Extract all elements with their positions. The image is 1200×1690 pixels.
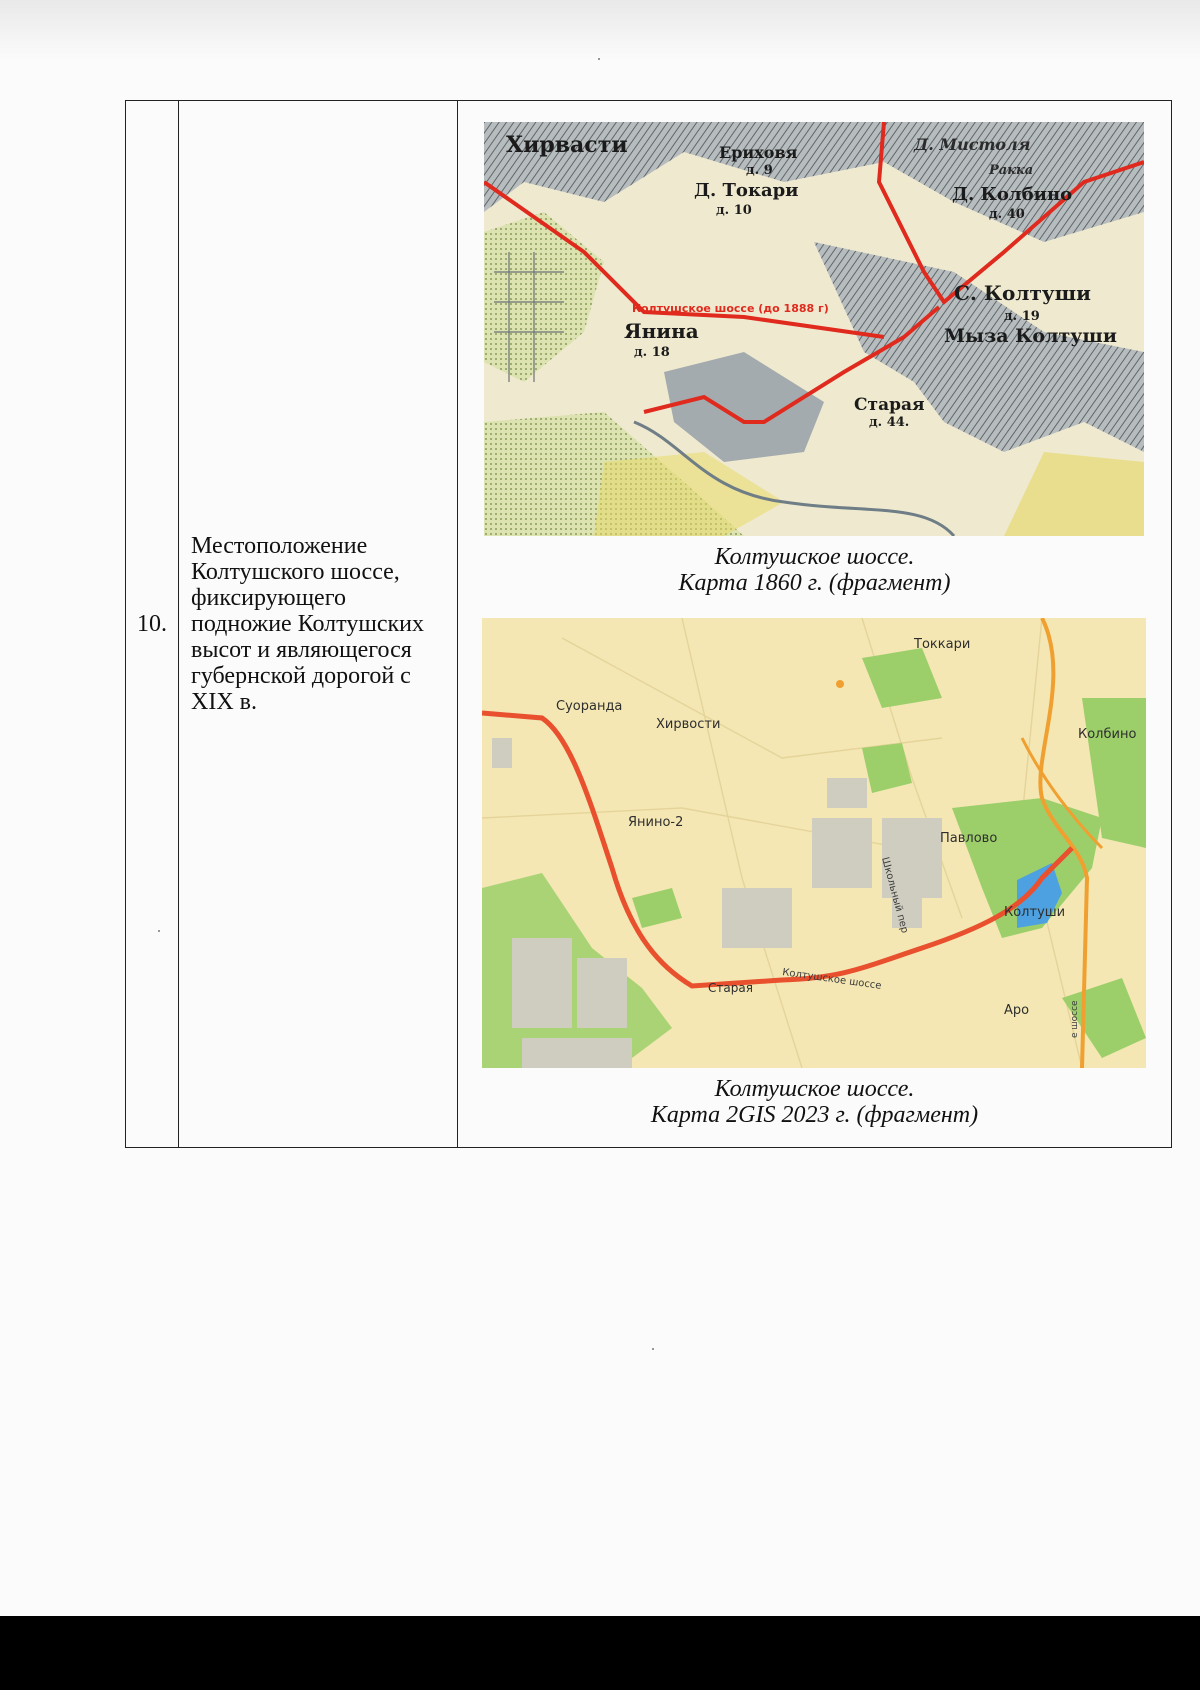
caption-new-map xyxy=(458,1076,1171,1128)
label-hirvosti: Хирвости xyxy=(656,717,721,732)
caption-new-line2: Карта 2GIS 2023 г. (фрагмент) xyxy=(650,1102,979,1128)
caption-old-line1: Колтушское шоссе. xyxy=(714,544,915,570)
caption-old-line2: Карта 1860 г. (фрагмент) xyxy=(678,570,951,596)
scan-speck xyxy=(652,1348,654,1350)
label-staraya-num: д. 44. xyxy=(869,415,910,430)
label-myza: Мыза Колтуши xyxy=(944,325,1117,347)
label-staraya-old: Старая xyxy=(854,395,925,415)
document-table xyxy=(125,100,1172,1148)
label-yanina: Янина xyxy=(624,319,699,343)
map-pin-icon xyxy=(836,680,844,688)
scan-bottom-border xyxy=(0,1616,1200,1690)
label-kolbino-old: Д. Колбино xyxy=(952,184,1073,205)
label-road-new: Колтушское шоссе xyxy=(781,967,883,992)
label-aro: Аро xyxy=(1004,1003,1030,1018)
caption-old-map xyxy=(458,544,1171,596)
caption-new-line1: Колтушское шоссе. xyxy=(714,1076,915,1102)
maps-cell xyxy=(458,101,1172,1148)
label-koltushi-old: С. Колтуши xyxy=(954,281,1092,305)
historical-map-1860 xyxy=(484,122,1144,536)
label-rakka: Ракка xyxy=(989,163,1034,178)
table-row xyxy=(126,101,1172,1148)
label-suoranda: Суоранда xyxy=(556,699,623,714)
label-tokari-num: д. 10 xyxy=(716,203,752,218)
label-pavlovo: Павлово xyxy=(940,831,998,846)
label-yanino2: Янино-2 xyxy=(628,815,684,830)
label-tokkari: Токкари xyxy=(914,637,971,652)
label-kolbino-num: д. 40 xyxy=(989,207,1025,222)
label-koltushi-num: д. 19 xyxy=(1004,309,1040,324)
label-kolbino-new: Колбино xyxy=(1078,727,1137,742)
label-tokari: Д. Токари xyxy=(694,180,799,201)
scan-shading xyxy=(0,0,1200,60)
modern-map-2gis-2023 xyxy=(482,618,1146,1068)
label-school-lane: Школьный пер xyxy=(879,855,910,935)
label-mistolya: Д. Мистоля xyxy=(914,135,1031,154)
row-number: 10. xyxy=(126,101,179,1148)
label-koltushi-new: Колтуши xyxy=(1004,905,1066,920)
row-description: Местоположение Колтушского шоссе, фиксирующего подножие Колтушских высот и являющегося губернской дорогой с XIX в. xyxy=(179,101,458,1148)
label-road-old: Колтушское шоссе (до 1888 г) xyxy=(632,302,829,315)
label-yanina-num: д. 18 xyxy=(634,345,670,360)
label-erikova: Ериховя xyxy=(719,143,798,162)
label-staraya-new: Старая xyxy=(708,981,753,995)
label-hirvasti: Хирвасти xyxy=(506,132,628,158)
label-erikova-num: д. 9 xyxy=(746,163,773,178)
label-edge-road: е шоссе xyxy=(1070,1000,1080,1038)
scan-speck xyxy=(598,58,600,60)
